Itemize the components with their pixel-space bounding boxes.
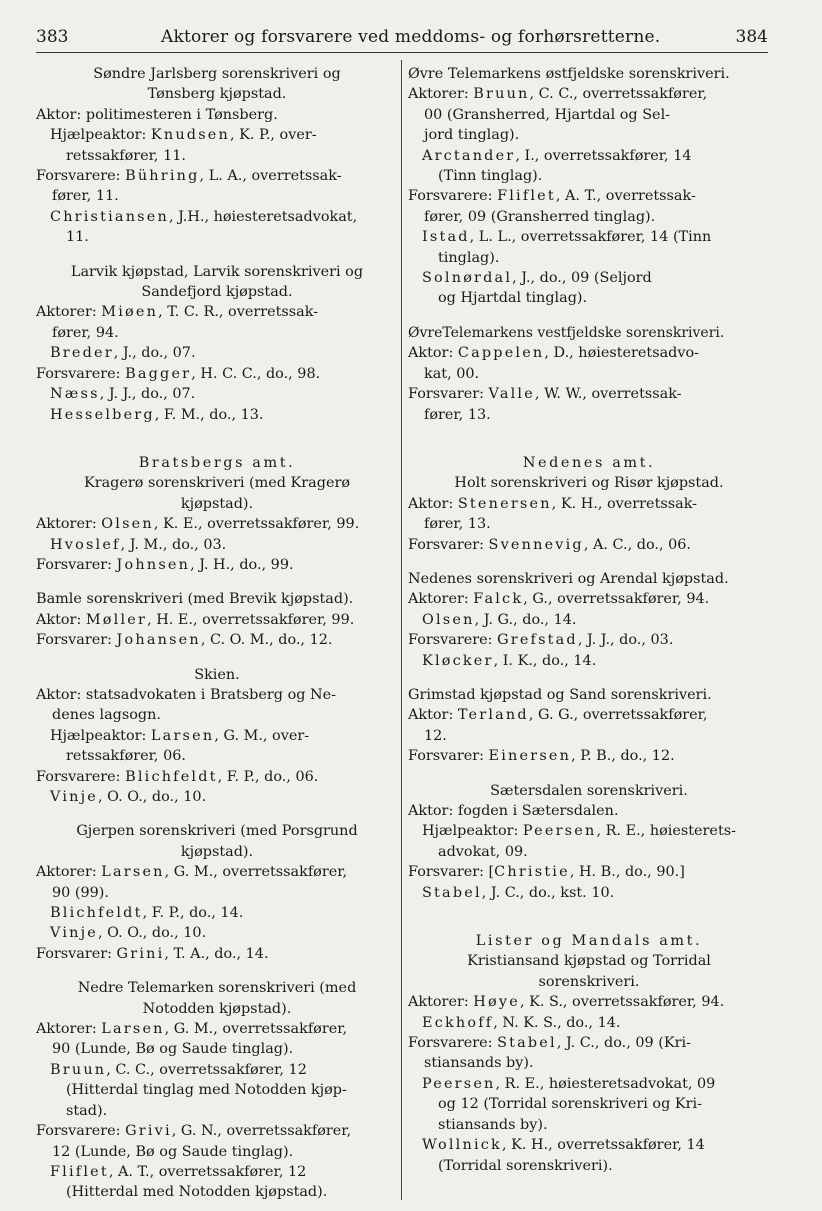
page-number-left: 383 — [36, 27, 69, 47]
entry-forsvarere: Forsvarere: Fliflet, A. T., overretssak- fører, 09 (Gransherred tinglag). — [408, 188, 696, 225]
entry-aktor: Aktor: Stenersen, K. H., overretssak- fører, 13. — [408, 495, 698, 533]
entry-aktor: Aktor: politimesteren i Tønsberg. — [36, 106, 278, 123]
entry-aktorer: Aktorer: Falck, G., overretssakfører, 94. — [408, 591, 710, 608]
entry-person: Hesselberg, F. M., do., 13. — [50, 406, 264, 423]
right-column — [408, 64, 770, 1204]
entry-person: Bruun, C. C., overretssakfører, 12 (Hitterdal tinglag med Notodden kjøp- stad). — [50, 1061, 347, 1119]
entry-forsvarer: Forsvarer: Einersen, P. B., do., 12. — [408, 748, 675, 765]
section-heading: Kragerø sorenskriveri (med Kragerø kjøpstad). — [83, 475, 351, 512]
column-divider — [401, 60, 402, 1200]
section-grimstad — [408, 685, 770, 767]
entry-forsvarere: Forsvarere: Bühring, L. A., overretssak- fører, 11. — [36, 168, 342, 205]
section-heading: Sætersdalen sorenskriveri. — [490, 782, 688, 799]
entry-person: Solnørdal, J., do., 09 (Seljord og Hjartdal tinglag). — [422, 270, 652, 307]
header-rule — [36, 52, 768, 53]
county-heading: Lister og Mandals amt. — [475, 933, 703, 950]
entry-person: Eckhoff, N. K. S., do., 14. — [422, 1014, 621, 1031]
entry-person: Vinje, O. O., do., 10. — [50, 789, 207, 805]
entry-aktorer: Aktorer: Høye, K. S., overretssakfører, 94. — [408, 994, 725, 1011]
entry-forsvarer: Forsvarer: Grini, T. A., do., 14. — [36, 945, 269, 962]
entry-person: Stabel, J. C., do., kst. 10. — [422, 884, 615, 901]
entry-hjaelpeaktor: Hjælpeaktor: Larsen, G. M., over- retssakfører, 06. — [50, 727, 310, 765]
entry-person: Fliflet, A. T., overretssakfører, 12 (Hitterdal med Notodden kjøpstad). — [50, 1163, 328, 1201]
entry-person: Hvoslef, J. M., do., 03. — [50, 536, 227, 553]
entry-forsvarer: Forsvarer: Valle, W. W., overretssak- fører, 13. — [408, 386, 682, 423]
entry-person: Blichfeldt, F. P., do., 14. — [50, 905, 244, 922]
section-heading: Søndre Jarlsberg sorenskriveri og Tønsberg kjøpstad. — [93, 66, 341, 103]
entry-aktor: Aktor: Møller, H. E., overretssakfører, 99. — [36, 611, 355, 628]
entry-forsvarere: Forsvarere: Stabel, J. C., do., 09 (Kri- stiansands by). — [408, 1035, 691, 1072]
entry-hjaelpeaktor: Hjælpeaktor: Peersen, R. E., høiesterets- advokat, 09. — [422, 823, 736, 860]
section-heading: Bamle sorenskriveri (med Brevik kjøpstad). — [36, 591, 354, 608]
entry-forsvarere: Forsvarere: Blichfeldt, F. P., do., 06. — [36, 768, 319, 785]
entry-person: Næss, J. J., do., 07. — [50, 386, 196, 403]
entry-person: Breder, J., do., 07. — [50, 345, 196, 362]
left-column — [36, 64, 398, 1204]
section-heading: Skien. — [194, 666, 240, 683]
entry-aktor: Aktor: fogden i Sætersdalen. — [408, 803, 619, 819]
section-lister-mandals-amt — [408, 931, 770, 1176]
entry-aktor: Aktor: statsadvokaten i Bratsberg og Ne- denes lagsogn. — [36, 686, 336, 724]
entry-person: Olsen, J. G., do., 14. — [422, 611, 577, 628]
section-heading: Nedenes sorenskriveri og Arendal kjøpstad. — [408, 570, 729, 587]
page-number-right: 384 — [735, 27, 768, 47]
running-header — [36, 24, 768, 50]
entry-forsvarere: Forsvarere: Grivi, G. N., overretssakfører, 12 (Lunde, Bø og Saude tinglag). — [36, 1123, 352, 1160]
entry-person: Peersen, R. E., høiesteretsadvokat, 09 og 12 (Torridal sorenskriveri og Kri- stiansands by). — [422, 1075, 716, 1133]
entry-person: Kløcker, I. K., do., 14. — [422, 652, 597, 669]
entry-aktorer: Aktorer: Larsen, G. M., overretssakfører, 90 (Lunde, Bø og Saude tinglag). — [36, 1021, 348, 1058]
entry-aktorer: Aktorer: Larsen, G. M., overretssakfører, 90 (99). — [36, 864, 348, 901]
entry-person: Christiansen, J.H., høiesteretsadvokat, 11. — [50, 208, 358, 246]
entry-aktorer: Aktorer: Bruun, C. C., overretssakfører, 00 (Gransherred, Hjartdal og Sel- jord tinglag). — [408, 86, 708, 144]
entry-forsvarer: Forsvarer: Svennevig, A. C., do., 06. — [408, 536, 692, 553]
section-bamle — [36, 589, 398, 650]
entry-person: Istad, L. L., overretssakfører, 14 (Tinn tinglag). — [422, 229, 712, 266]
entry-person: Vinje, O. O., do., 10. — [50, 925, 207, 942]
section-heading: Kristiansand kjøpstad og Torridal sorenskriveri. — [467, 953, 711, 990]
entry-aktorer: Aktorer: Miøen, T. C. R., overretssak- fører, 94. — [36, 304, 319, 341]
section-heading: Gjerpen sorenskriveri (med Porsgrund kjøpstad). — [76, 823, 358, 860]
section-heading: Øvre Telemarkens østfjeldske sorenskriveri. — [408, 66, 730, 82]
entry-aktor: Aktor: Cappelen, D., høiesteretsadvo- kat, 00. — [408, 345, 700, 382]
section-heading: Nedre Telemarken sorenskriveri (med Notodden kjøpstad). — [77, 980, 357, 1017]
section-larvik — [36, 262, 398, 425]
section-gjerpen — [36, 821, 398, 964]
section-nedenes-arendal — [408, 569, 770, 671]
section-nedre-telemarken — [36, 978, 398, 1202]
section-sondre-jarlsberg — [36, 64, 398, 248]
section-saetersdalen — [408, 781, 770, 903]
page-title: Aktorer og forsvarere ved meddoms- og forhørsretterne. — [161, 27, 661, 47]
entry-forsvarer: Forsvarer: Johnsen, J. H., do., 99. — [36, 556, 294, 573]
entry-forsvarer: Forsvarer: [Christie, H. B., do., 90.] — [408, 864, 685, 881]
section-heading: Grimstad kjøpstad og Sand sorenskriveri. — [408, 686, 712, 703]
entry-forsvarere: Forsvarere: Grefstad, J. J., do., 03. — [408, 632, 674, 649]
section-ovre-telemarken-vest — [408, 323, 770, 425]
section-heading: ØvreTelemarkens vestfjeldske sorenskriveri. — [408, 324, 725, 341]
section-heading: Larvik kjøpstad, Larvik sorenskriveri og Sandefjord kjøpstad. — [70, 263, 364, 301]
county-heading: Nedenes amt. — [522, 454, 656, 471]
entry-person: Arctander, I., overretssakfører, 14 (Tinn tinglag). — [422, 147, 692, 185]
section-nedenes-amt — [408, 453, 770, 555]
section-bratsbergs-amt — [36, 453, 398, 575]
entry-aktor: Aktor: Terland, G. G., overretssakfører, 12. — [408, 707, 708, 744]
entry-forsvarere: Forsvarere: Bagger, H. C. C., do., 98. — [36, 365, 321, 382]
section-heading: Holt sorenskriveri og Risør kjøpstad. — [454, 475, 724, 492]
entry-aktorer: Aktorer: Olsen, K. E., overretssakfører, 99. — [36, 516, 360, 533]
entry-person: Wollnick, K. H., overretssakfører, 14 (Torridal sorenskriveri). — [422, 1137, 705, 1174]
section-ovre-telemarken-ost — [408, 64, 770, 309]
county-heading: Bratsbergs amt. — [138, 454, 296, 471]
section-skien — [36, 665, 398, 808]
entry-forsvarer: Forsvarer: Johansen, C. O. M., do., 12. — [36, 632, 333, 649]
entry-hjaelpeaktor: Hjælpeaktor: Knudsen, K. P., over- retssakfører, 11. — [50, 127, 317, 164]
